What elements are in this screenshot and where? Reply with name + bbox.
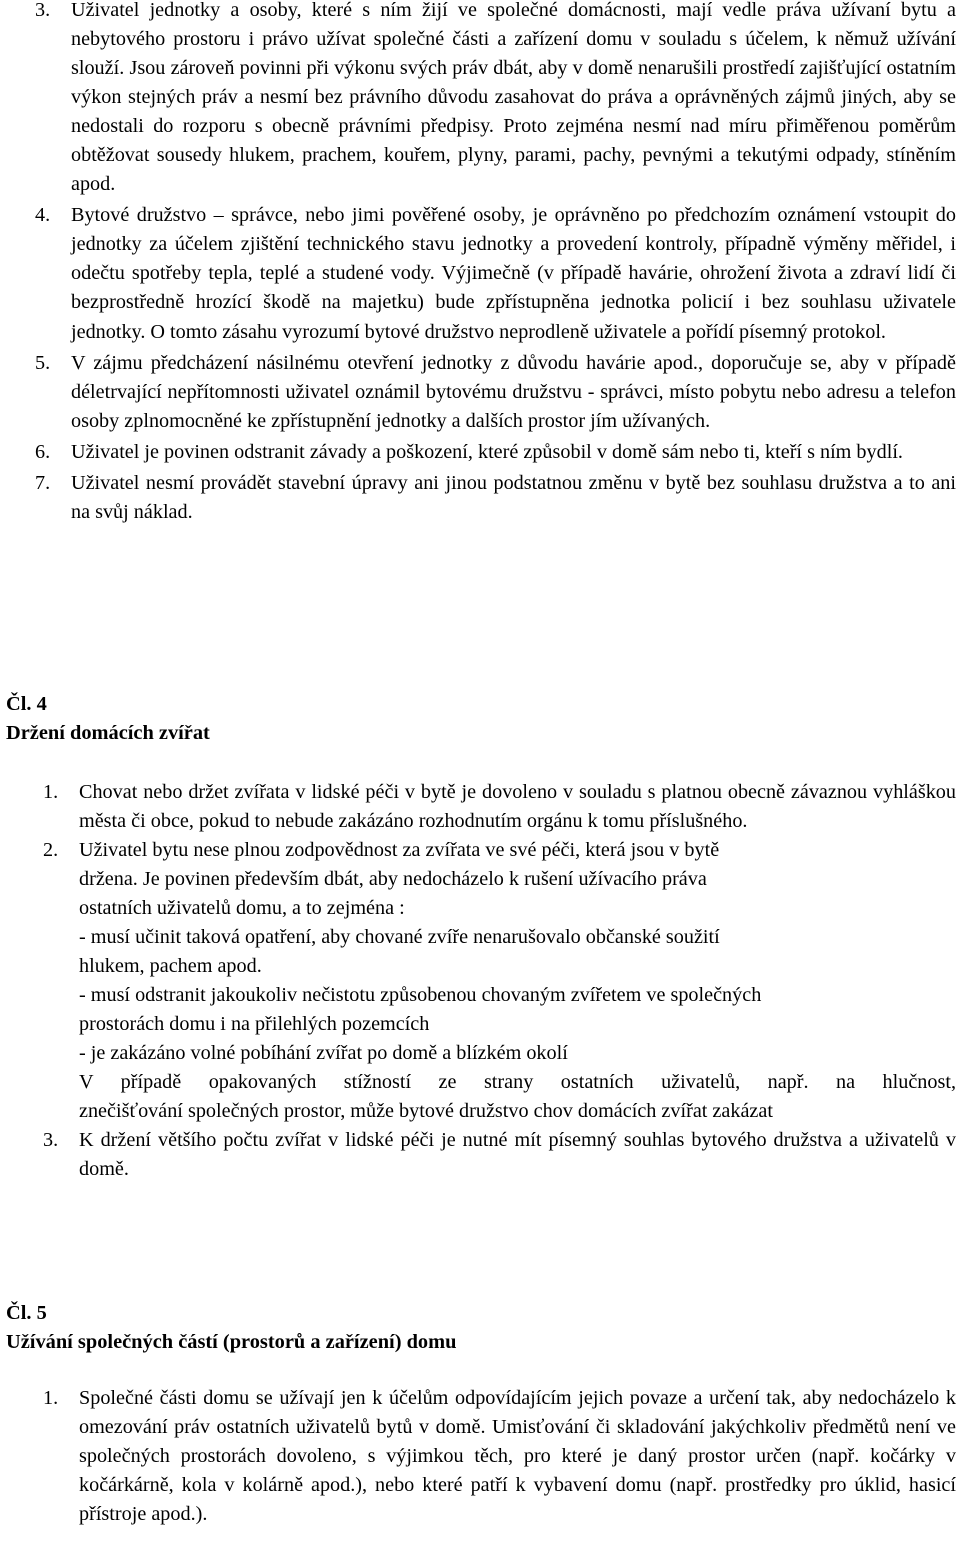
- item-line: V případě opakovaných stížností ze strany ostatních uživatelů, např. na hlučnost,: [79, 1071, 956, 1093]
- list-item: [0, 778, 960, 836]
- list-item: [0, 0, 960, 199]
- item-text: Společné části domu se užívají jen k účelům odpovídajícím jejich povaze a určení tak, aby nedocházelo k omezování práv ostatních uživatelů bytů v domě. Umisťování či skladování jakýchkoliv předmětů není ve společných prostorách dovoleno, s výjimkou těch, pro které je daný prostor určen (např. kočárky v kočárkárně, kola v kolárně apod.), nebo které patří k vybavení domu (např. prostředky pro úklid, hasicí přístroje apod.).: [79, 1387, 956, 1525]
- item-text: Uživatel nesmí provádět stavební úpravy ani jinou podstatnou změnu v bytě bez souhlasu družstva a to ani na svůj náklad.: [71, 471, 956, 523]
- item-line: - musí odstranit jakoukoliv nečistotu způsobenou chovaným zvířetem ve společných: [79, 984, 762, 1006]
- item-number: 1.: [43, 1387, 59, 1409]
- list-item: [0, 836, 960, 1126]
- item-line: prostorách domu i na přilehlých pozemcích: [79, 1013, 430, 1035]
- item-line: znečišťování společných prostor, může bytové družstvo chov domácích zvířat zakázat: [79, 1100, 773, 1122]
- item-line: Uživatel bytu nese plnou zodpovědnost za zvířata ve své péči, která jsou v bytě: [79, 839, 720, 861]
- item-text: Uživatel jednotky a osoby, které s ním žijí ve společné domácnosti, mají vedle práva užívaní bytu a nebytového prostoru i právo užívat společné části a zařízení domu v souladu s účelem, k němuž užívání slouží. Jsou zároveň povinni při výkonu svých práv dbát, aby v domě nenarušili prostředí zajišťující ostatním výkon stejných práv a nesmí bez právního důvodu zasahovat do práva a oprávněných zájmů jiných, aby se nedostali do rozporu s obecně právními předpisy. Proto zejména nesmí nad míru přiměřenou poměrům obtěžovat sousedy hlukem, prachem, kouřem, plyny, parami, pachy, pevnými a tekutými odpady, stíněním apod.: [71, 0, 956, 196]
- article-5-title: Užívání společných částí (prostorů a zařízení) domu: [6, 1331, 457, 1353]
- rules-list-article-5: [0, 1384, 960, 1529]
- item-number: 1.: [43, 781, 59, 803]
- item-number: 5.: [35, 351, 51, 374]
- item-number: 3.: [43, 1129, 59, 1151]
- item-line: - musí učinit taková opatření, aby chované zvíře nenarušovalo občanské soužití: [79, 926, 720, 948]
- article-4-number: Čl. 4: [6, 693, 47, 715]
- list-item: [0, 349, 960, 436]
- item-number: 2.: [43, 839, 59, 861]
- item-text: Uživatel je povinen odstranit závady a poškození, které způsobil v domě sám nebo ti, kteří s ním bydlí.: [71, 440, 903, 463]
- list-item: [0, 469, 960, 527]
- item-number: 4.: [35, 204, 51, 227]
- list-item: [0, 201, 960, 346]
- item-line: hlukem, pachem apod.: [79, 955, 262, 977]
- list-item: [0, 438, 960, 467]
- list-item: [0, 1126, 960, 1184]
- item-number: 7.: [35, 471, 51, 494]
- rules-list-previous-article: [0, 0, 960, 527]
- article-5-number: Čl. 5: [6, 1302, 47, 1324]
- item-number: 3.: [35, 0, 51, 21]
- item-number: 6.: [35, 440, 51, 463]
- item-line: - je zakázáno volné pobíhání zvířat po domě a blízkém okolí: [79, 1042, 568, 1064]
- item-text: V zájmu předcházení násilnému otevření jednotky z důvodu havárie apod., doporučuje se, aby v případě déletrvající nepřítomnosti uživatel oznámil bytovému družstvu - správci, místo pobytu nebo adresu a telefon osoby zplnomocněné ke zpřístupnění jednotky a dalších prostor jím užívaných.: [71, 351, 956, 432]
- item-text: K držení většího počtu zvířat v lidské péči je nutné mít písemný souhlas bytového družstva a uživatelů v domě.: [79, 1129, 956, 1180]
- list-item: [0, 1384, 960, 1529]
- article-4-title: Držení domácích zvířat: [6, 722, 210, 744]
- rules-list-article-4: [0, 778, 960, 1184]
- item-text: Chovat nebo držet zvířata v lidské péči v bytě je dovoleno v souladu s platnou obecně závaznou vyhláškou města či obce, pokud to nebude zakázáno rozhodnutím orgánu k tomu příslušného.: [79, 781, 956, 832]
- item-line: ostatních uživatelů domu, a to zejména :: [79, 897, 405, 919]
- item-text: Bytové družstvo – správce, nebo jimi pověřené osoby, je oprávněno po předchozím oznámení vstoupit do jednotky za účelem zjištění technického stavu jednotky a provedení kontroly, případně výměny měřidel, i odečtu spotřeby tepla, teplé a studené vody. Výjimečně (v případě havárie, ohrožení života a zdraví lidí či bezprostředně hrozící škodě na majetku) bude zpřístupněna jednotka policií i bez souhlasu uživatele jednotky. O tomto zásahu vyrozumí bytové družstvo neprodleně uživatele a pořídí písemný protokol.: [71, 204, 956, 343]
- item-line: držena. Je povinen především dbát, aby nedocházelo k rušení užívacího práva: [79, 868, 707, 890]
